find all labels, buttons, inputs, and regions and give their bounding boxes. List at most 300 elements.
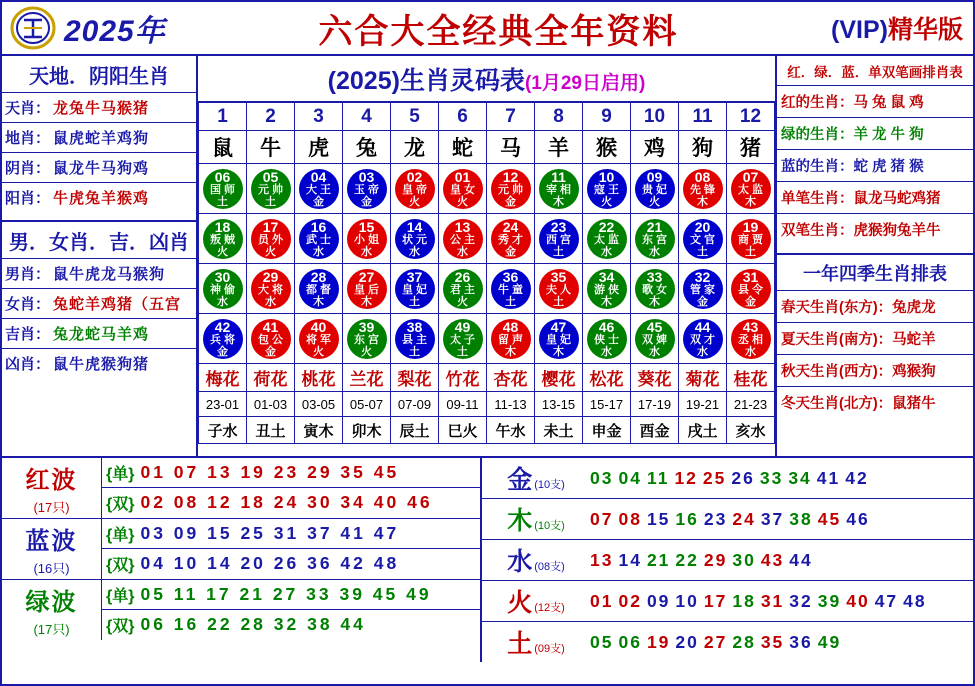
- stem-branch: 未土: [535, 417, 583, 444]
- ball-number: 08: [694, 168, 711, 185]
- left-panel: [2, 56, 198, 456]
- number-ball: [347, 169, 387, 209]
- number-ball: [251, 219, 291, 259]
- left-row-key: 凶肖：: [5, 356, 51, 373]
- number-ball: [251, 319, 291, 359]
- ball-number: 07: [742, 168, 759, 185]
- element-number: 07: [590, 508, 614, 529]
- ball-number: 24: [502, 218, 519, 235]
- number-ball: [347, 269, 387, 309]
- right-season-row: 春天生肖(东方)：兔虎龙: [777, 291, 973, 323]
- ball-cell: [679, 314, 727, 364]
- ball-element: 火: [649, 195, 660, 208]
- ball-element: 金: [361, 195, 372, 208]
- number-ball: [539, 219, 579, 259]
- ball-cell: [487, 314, 535, 364]
- element-number: 09: [646, 590, 671, 611]
- element-number: 11: [646, 467, 670, 488]
- column-number: 6: [439, 103, 487, 131]
- right-season-row: 秋天生肖(西方)：鸡猴狗: [777, 355, 973, 387]
- ball-title: 商 贾: [737, 233, 764, 246]
- ball-element: 木: [601, 295, 612, 308]
- ball-number: 34: [598, 268, 615, 285]
- right-row: 绿的生肖：羊 龙 牛 狗: [777, 118, 973, 150]
- ball-cell: [343, 164, 391, 214]
- number-ball: [443, 169, 483, 209]
- number-ball: [683, 219, 723, 259]
- element-name: 金: [507, 466, 533, 494]
- ball-element: 金: [265, 345, 276, 358]
- table-row-flowers: [199, 364, 775, 392]
- wave-label: [2, 458, 102, 518]
- ball-title: 留 声: [497, 333, 524, 346]
- column-number: 10: [631, 103, 679, 131]
- number-ball: [683, 319, 723, 359]
- number-ball: [539, 169, 579, 209]
- ball-title: 夫 人: [545, 283, 572, 296]
- left-row: [2, 183, 196, 212]
- ball-title: 兵 将: [209, 333, 236, 346]
- wave-line: [102, 549, 480, 578]
- ball-number: 03: [358, 168, 375, 185]
- ball-element: 土: [409, 345, 420, 358]
- zodiac-name: 龙: [391, 131, 439, 164]
- ball-element: 金: [217, 345, 228, 358]
- zodiac-name: 狗: [679, 131, 727, 164]
- ball-title: 国 师: [209, 183, 236, 196]
- number-ball: [491, 319, 531, 359]
- wave-number-list: 04 10 14 20 26 36 42 48: [140, 553, 400, 573]
- element-numbers: [590, 632, 973, 653]
- vip-suffix: 精华版: [887, 16, 963, 44]
- ball-cell: [727, 314, 775, 364]
- left-panel-title: 天地．阴阳生肖: [2, 56, 196, 93]
- element-numbers: [590, 550, 973, 571]
- ball-cell: [583, 264, 631, 314]
- element-count: (08支): [534, 561, 565, 573]
- flower-name: 荷花: [247, 364, 295, 392]
- number-ball: [491, 269, 531, 309]
- element-number: 31: [760, 590, 785, 611]
- ball-element: 土: [697, 245, 708, 258]
- ball-element: 木: [361, 295, 372, 308]
- ball-number: 16: [310, 218, 327, 235]
- header-year: 2025年: [64, 15, 166, 48]
- ball-cell: [295, 264, 343, 314]
- left-divider: [2, 212, 196, 222]
- wave-parity-tag: {双}: [106, 496, 135, 513]
- ball-element: 金: [505, 195, 516, 208]
- ball-number: 38: [406, 318, 423, 335]
- element-number: 04: [618, 467, 642, 488]
- ball-cell: [679, 164, 727, 214]
- column-number: 3: [295, 103, 343, 131]
- ball-number: 29: [262, 268, 279, 285]
- number-ball: [731, 169, 771, 209]
- ball-element: 水: [409, 245, 420, 258]
- element-label: [482, 501, 590, 537]
- ball-cell: [679, 264, 727, 314]
- number-ball: [683, 169, 723, 209]
- number-ball: [299, 219, 339, 259]
- column-number: 9: [583, 103, 631, 131]
- flower-name: 兰花: [343, 364, 391, 392]
- wave-line: [102, 580, 480, 610]
- element-name: 土: [507, 630, 533, 658]
- ball-title: 东 宫: [353, 333, 380, 346]
- ball-cell: [535, 264, 583, 314]
- center-panel: [198, 56, 777, 456]
- ball-element: 火: [457, 195, 468, 208]
- number-ball: [299, 269, 339, 309]
- column-number: 12: [727, 103, 775, 131]
- ball-title: 皇 妃: [545, 333, 572, 346]
- wave-name: 蓝波: [25, 528, 78, 555]
- right-season-row: 夏天生肖(南方)：马蛇羊: [777, 323, 973, 355]
- ball-element: 土: [217, 195, 228, 208]
- table-row-balls-1: [199, 164, 775, 214]
- ball-cell: [439, 214, 487, 264]
- wave-line: [102, 519, 480, 549]
- number-ball: [491, 219, 531, 259]
- flower-name: 竹花: [439, 364, 487, 392]
- ball-title: 将 军: [305, 333, 332, 346]
- column-number: 2: [247, 103, 295, 131]
- zodiac-name: 羊: [535, 131, 583, 164]
- element-number: 06: [618, 631, 642, 652]
- stem-branch: 亥水: [727, 417, 775, 444]
- number-ball: [635, 219, 675, 259]
- right-panel: [777, 56, 973, 456]
- ball-element: 火: [361, 345, 372, 358]
- ball-number: 04: [310, 168, 327, 185]
- stem-branch: 巳火: [439, 417, 487, 444]
- ball-number: 37: [406, 268, 423, 285]
- left-row-value: 鼠虎蛇羊鸡狗: [53, 130, 150, 147]
- element-number: 17: [703, 590, 728, 611]
- left-row-key: 男肖：: [5, 266, 51, 283]
- ball-number: 22: [598, 218, 615, 235]
- zodiac-code-table: [198, 102, 775, 444]
- ball-title: 都 督: [305, 283, 332, 296]
- zodiac-name: 虎: [295, 131, 343, 164]
- ball-cell: [487, 264, 535, 314]
- ball-number: 18: [214, 218, 231, 235]
- ball-number: 20: [694, 218, 711, 235]
- wave-parity-tag: {单}: [106, 527, 135, 544]
- ball-cell: [391, 314, 439, 364]
- ball-title: 君 主: [449, 283, 476, 296]
- number-ball: [299, 319, 339, 359]
- time-range: 05-07: [343, 392, 391, 417]
- ball-title: 县 令: [737, 283, 764, 296]
- zodiac-name: 蛇: [439, 131, 487, 164]
- ball-cell: [247, 314, 295, 364]
- ball-element: 金: [505, 245, 516, 258]
- time-range: 19-21: [679, 392, 727, 417]
- ball-element: 火: [313, 345, 324, 358]
- element-number: 05: [590, 631, 614, 652]
- time-range: 23-01: [199, 392, 247, 417]
- ball-cell: [295, 314, 343, 364]
- time-range: 11-13: [487, 392, 535, 417]
- ball-title: 宰 相: [545, 183, 572, 196]
- ball-cell: [391, 264, 439, 314]
- element-number: 48: [903, 590, 927, 611]
- ball-title: 员 外: [257, 233, 284, 246]
- element-number: 19: [646, 631, 671, 652]
- element-number: 32: [789, 590, 813, 611]
- ball-title: 太 子: [449, 333, 476, 346]
- page-title: 六合大全经典全年资料: [318, 12, 679, 51]
- element-number: 20: [675, 631, 699, 652]
- time-range: 01-03: [247, 392, 295, 417]
- ball-cell: [583, 164, 631, 214]
- flower-name: 菊花: [679, 364, 727, 392]
- stem-branch: 丑土: [247, 417, 295, 444]
- ball-cell: [583, 214, 631, 264]
- ball-title: 丞 相: [737, 333, 764, 346]
- time-range: 13-15: [535, 392, 583, 417]
- wave-number-list: 06 16 22 28 32 38 44: [140, 614, 366, 634]
- ball-element: 水: [649, 245, 660, 258]
- column-number: 1: [199, 103, 247, 131]
- ball-title: 东 宫: [641, 233, 668, 246]
- right-row: 双笔生肖：虎猴狗兔羊牛: [781, 223, 941, 239]
- page-header: [2, 2, 973, 56]
- wave-line: [102, 610, 480, 639]
- element-count: (12支): [534, 602, 565, 614]
- vip-badge: [831, 10, 973, 46]
- element-label: [482, 583, 590, 619]
- element-number: 36: [789, 631, 813, 652]
- number-ball: [635, 269, 675, 309]
- element-number: 25: [702, 467, 727, 488]
- ball-cell: [583, 314, 631, 364]
- ball-element: 水: [313, 245, 324, 258]
- flower-name: 桂花: [727, 364, 775, 392]
- left-panel-title-2: 男．女肖．吉．凶肖: [2, 222, 196, 259]
- ball-cell: [199, 314, 247, 364]
- ball-element: 土: [745, 245, 756, 258]
- ball-number: 42: [214, 318, 231, 335]
- element-number: 16: [675, 508, 699, 529]
- wave-row: [2, 580, 480, 640]
- ball-number: 40: [310, 318, 327, 335]
- element-number: 01: [590, 590, 614, 611]
- left-row-key: 天肖：: [5, 100, 51, 117]
- ball-element: 土: [553, 245, 564, 258]
- ball-element: 水: [361, 245, 372, 258]
- number-ball: [683, 269, 723, 309]
- wave-panel: [2, 458, 482, 662]
- ball-number: 26: [454, 268, 471, 285]
- number-ball: [395, 169, 435, 209]
- right-title-text: 红．绿．蓝．单双笔画排肖表: [787, 65, 963, 80]
- ball-title: 皇 妃: [401, 283, 428, 296]
- number-ball: [443, 219, 483, 259]
- number-ball: [587, 219, 627, 259]
- number-ball: [395, 319, 435, 359]
- ball-element: 金: [745, 295, 756, 308]
- ball-number: 33: [646, 268, 663, 285]
- ball-cell: [535, 164, 583, 214]
- element-numbers: [590, 468, 973, 489]
- element-row: [482, 458, 973, 499]
- number-ball: [347, 219, 387, 259]
- ball-element: 木: [745, 195, 756, 208]
- ball-element: 木: [313, 295, 324, 308]
- ball-cell: [199, 214, 247, 264]
- ball-number: 46: [598, 318, 615, 335]
- number-ball: [203, 219, 243, 259]
- ball-title: 皇 女: [449, 183, 476, 196]
- ball-cell: [295, 214, 343, 264]
- left-row-value: 兔龙蛇马羊鸡: [53, 326, 150, 343]
- wave-numbers: [102, 458, 480, 518]
- ball-cell: [247, 264, 295, 314]
- element-number: 46: [846, 508, 870, 529]
- time-range: 09-11: [439, 392, 487, 417]
- ball-element: 土: [553, 295, 564, 308]
- number-ball: [299, 169, 339, 209]
- wave-label: [2, 580, 102, 640]
- right-panel-title-2: 一年四季生肖排表: [777, 255, 973, 291]
- ball-element: 水: [457, 245, 468, 258]
- element-count: (09支): [534, 643, 565, 655]
- flower-name: 杏花: [487, 364, 535, 392]
- number-ball: [251, 169, 291, 209]
- left-row-value: 龙兔牛马猴猪: [53, 100, 150, 117]
- number-ball: [587, 169, 627, 209]
- element-number: 40: [846, 590, 870, 611]
- wave-parity-tag: {单}: [106, 466, 135, 483]
- element-number: 34: [788, 467, 812, 488]
- ball-element: 火: [457, 295, 468, 308]
- number-ball: [731, 219, 771, 259]
- ball-element: 木: [697, 195, 708, 208]
- time-range: 17-19: [631, 392, 679, 417]
- ball-title: 双 才: [689, 333, 716, 346]
- right-row: 蓝的生肖：蛇 虎 猪 猴: [777, 150, 973, 182]
- ball-title: 状 元: [401, 233, 428, 246]
- flower-name: 桃花: [295, 364, 343, 392]
- number-ball: [635, 169, 675, 209]
- right-row: 单笔生肖：鼠龙马蛇鸡猪: [777, 182, 973, 214]
- ball-number: 09: [646, 168, 663, 185]
- stem-branch: 戌土: [679, 417, 727, 444]
- ball-title: 管 家: [689, 283, 716, 296]
- ball-title: 贵 妃: [641, 183, 668, 196]
- element-name: 木: [507, 507, 533, 535]
- ball-number: 28: [310, 268, 327, 285]
- stem-branch: 酉金: [631, 417, 679, 444]
- element-panel: [482, 458, 973, 662]
- ball-element: 土: [409, 295, 420, 308]
- element-row: [482, 499, 973, 540]
- column-number: 7: [487, 103, 535, 131]
- right-panel-title: [777, 56, 973, 86]
- ball-number: 14: [406, 218, 423, 235]
- ball-number: 45: [646, 318, 663, 335]
- wave-label: [2, 519, 102, 579]
- element-number: 37: [760, 508, 785, 529]
- time-range: 21-23: [727, 392, 775, 417]
- element-number: 21: [646, 549, 671, 570]
- ball-title: 侠 士: [593, 333, 620, 346]
- ball-cell: [487, 214, 535, 264]
- ball-element: 水: [745, 345, 756, 358]
- ball-title: 元 帅: [497, 183, 524, 196]
- ball-element: 金: [697, 295, 708, 308]
- ball-element: 水: [217, 295, 228, 308]
- flower-name: 梨花: [391, 364, 439, 392]
- ball-number: 11: [551, 168, 566, 185]
- ball-element: 水: [601, 345, 612, 358]
- table-row-balls-2: [199, 214, 775, 264]
- element-label: [482, 624, 590, 660]
- main-body: [2, 56, 973, 458]
- ball-title: 文 官: [689, 233, 716, 246]
- stem-branch: 辰土: [391, 417, 439, 444]
- ball-cell: [439, 264, 487, 314]
- number-ball: [203, 269, 243, 309]
- ball-cell: [535, 314, 583, 364]
- zodiac-name: 鼠: [199, 131, 247, 164]
- element-count: (10支): [534, 520, 565, 532]
- element-number: 18: [732, 590, 756, 611]
- column-number: 11: [679, 103, 727, 131]
- brand-logo-icon: [2, 6, 64, 50]
- zodiac-name: 猪: [727, 131, 775, 164]
- element-number: 42: [845, 467, 869, 488]
- wave-number-list: 01 07 13 19 23 29 35 45: [140, 462, 400, 482]
- element-number: 23: [703, 508, 728, 529]
- number-ball: [731, 319, 771, 359]
- ball-number: 15: [358, 218, 375, 235]
- number-ball: [539, 319, 579, 359]
- element-number: 43: [760, 549, 785, 570]
- ball-cell: [391, 214, 439, 264]
- ball-number: 05: [262, 168, 279, 185]
- time-range: 07-09: [391, 392, 439, 417]
- number-ball: [203, 169, 243, 209]
- left-row-key: 女肖：: [5, 296, 51, 313]
- ball-number: 02: [406, 168, 423, 185]
- ball-cell: [535, 214, 583, 264]
- element-number: 29: [703, 549, 728, 570]
- left-row: [2, 289, 196, 319]
- bottom-section: [2, 458, 973, 662]
- flower-name: 梅花: [199, 364, 247, 392]
- ball-title: 西 宫: [545, 233, 572, 246]
- element-number: 33: [759, 467, 784, 488]
- ball-element: 木: [553, 345, 564, 358]
- ball-element: 木: [553, 195, 564, 208]
- ball-title: 县 主: [401, 333, 428, 346]
- ball-cell: [727, 214, 775, 264]
- ball-element: 土: [505, 295, 516, 308]
- column-number: 5: [391, 103, 439, 131]
- ball-element: 木: [649, 295, 660, 308]
- ball-title: 牛 童: [497, 283, 524, 296]
- ball-number: 35: [550, 268, 567, 285]
- ball-cell: [343, 314, 391, 364]
- ball-title: 叛 贼: [209, 233, 236, 246]
- element-label: [482, 460, 590, 496]
- element-numbers: [590, 509, 973, 530]
- left-row-key: 吉肖：: [5, 326, 51, 343]
